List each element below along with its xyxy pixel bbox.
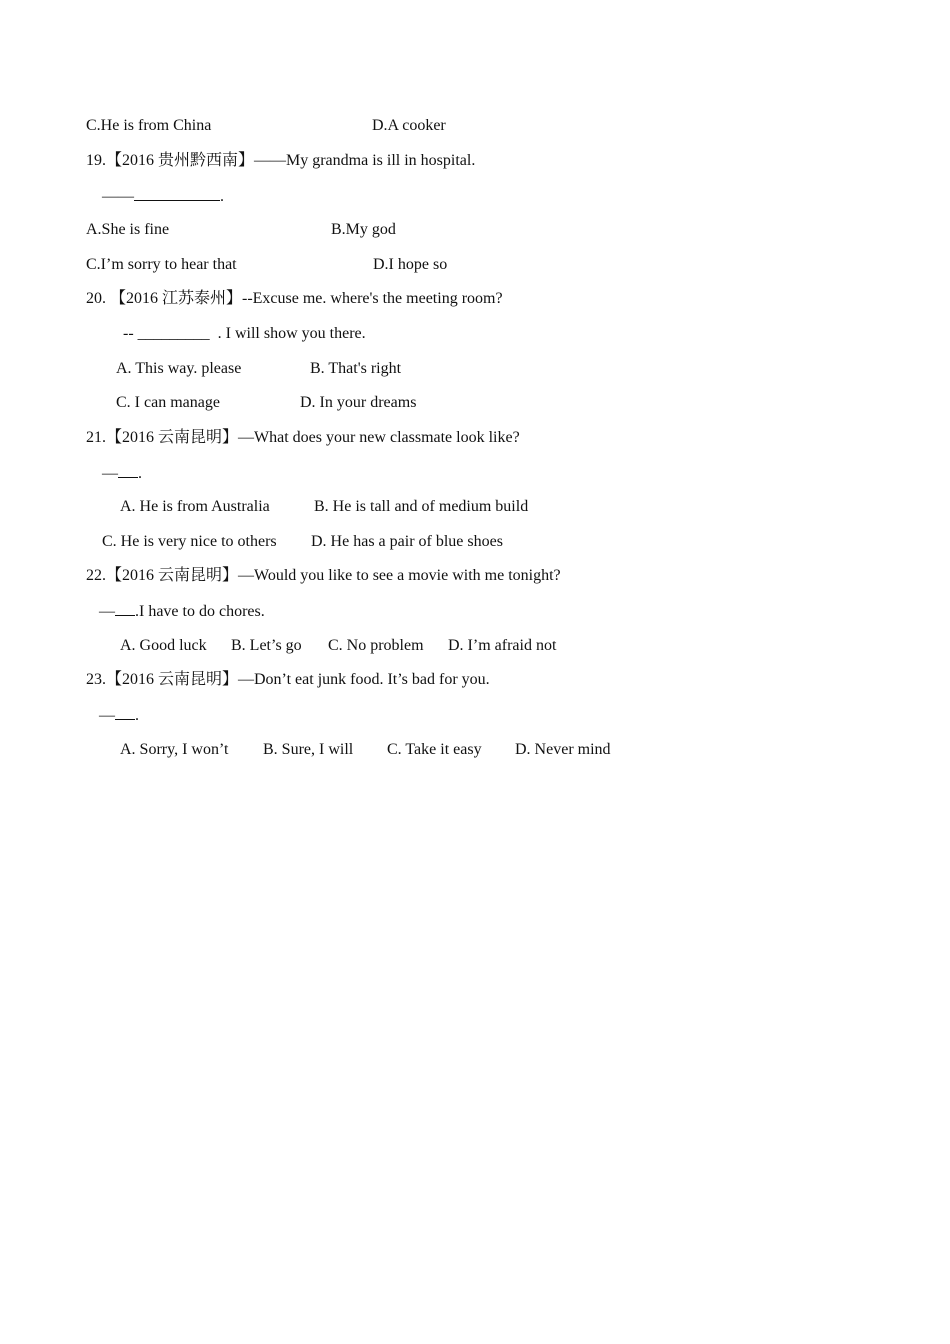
- option-d-q21: D. He has a pair of blue shoes: [311, 533, 503, 550]
- option-d-q22: D. I’m afraid not: [448, 637, 557, 654]
- option-b-q20: B. That's right: [310, 360, 402, 377]
- answer-line-22: [99, 601, 265, 622]
- option-c-q20: C. I can manage: [116, 394, 220, 411]
- option-a-q22: A. Good luck: [120, 637, 207, 654]
- option-b-q19: B.My god: [331, 221, 396, 238]
- option-c-q21: C. He is very nice to others: [102, 533, 277, 550]
- answer-line-21: [102, 463, 142, 484]
- answer-blank: [118, 463, 138, 478]
- option-d-q23: D. Never mind: [515, 741, 611, 758]
- answer-line-23: [99, 705, 139, 726]
- option-a-q21: A. He is from Australia: [120, 498, 270, 515]
- option-b-q21: B. He is tall and of medium build: [314, 498, 529, 515]
- option-c-q19: C.I’m sorry to hear that: [86, 256, 237, 273]
- option-a-q19: A.She is fine: [86, 221, 170, 238]
- option-d-q18: D.A cooker: [372, 117, 446, 134]
- answer-line-19: [102, 186, 224, 207]
- option-d-q19: D.I hope so: [373, 256, 448, 273]
- option-a-q23: A. Sorry, I won’t: [120, 741, 229, 758]
- dash: —: [99, 603, 115, 620]
- question-19: 19.【2016 贵州黔西南】——My grandma is ill in hospital.: [86, 152, 476, 169]
- option-c-q22: C. No problem: [328, 637, 424, 654]
- dash: —: [102, 465, 118, 482]
- option-b-q23: B. Sure, I will: [263, 741, 354, 758]
- option-b-q22: B. Let’s go: [231, 637, 302, 654]
- option-d-q20: D. In your dreams: [300, 394, 417, 411]
- question-20: 20. 【2016 江苏泰州】--Excuse me. where's the meeting room?: [86, 290, 503, 307]
- option-c-q18: C.He is from China: [86, 117, 212, 134]
- answer-tail: .I have to do chores.: [135, 603, 265, 620]
- option-a-q20: A. This way. please: [116, 360, 242, 377]
- dash: ——: [102, 188, 134, 205]
- period: .: [138, 465, 142, 482]
- answer-blank: [115, 601, 135, 616]
- period: .: [135, 707, 139, 724]
- answer-blank: [134, 186, 220, 201]
- dash: —: [99, 707, 115, 724]
- question-21: 21.【2016 云南昆明】—What does your new classmate look like?: [86, 429, 520, 446]
- question-23: 23.【2016 云南昆明】—Don’t eat junk food. It’s bad for you.: [86, 671, 490, 688]
- answer-line-20: -- _________ . I will show you there.: [123, 325, 366, 342]
- question-22: 22.【2016 云南昆明】—Would you like to see a movie with me tonight?: [86, 567, 561, 584]
- option-c-q23: C. Take it easy: [387, 741, 482, 758]
- answer-blank: [115, 705, 135, 720]
- period: .: [220, 188, 224, 205]
